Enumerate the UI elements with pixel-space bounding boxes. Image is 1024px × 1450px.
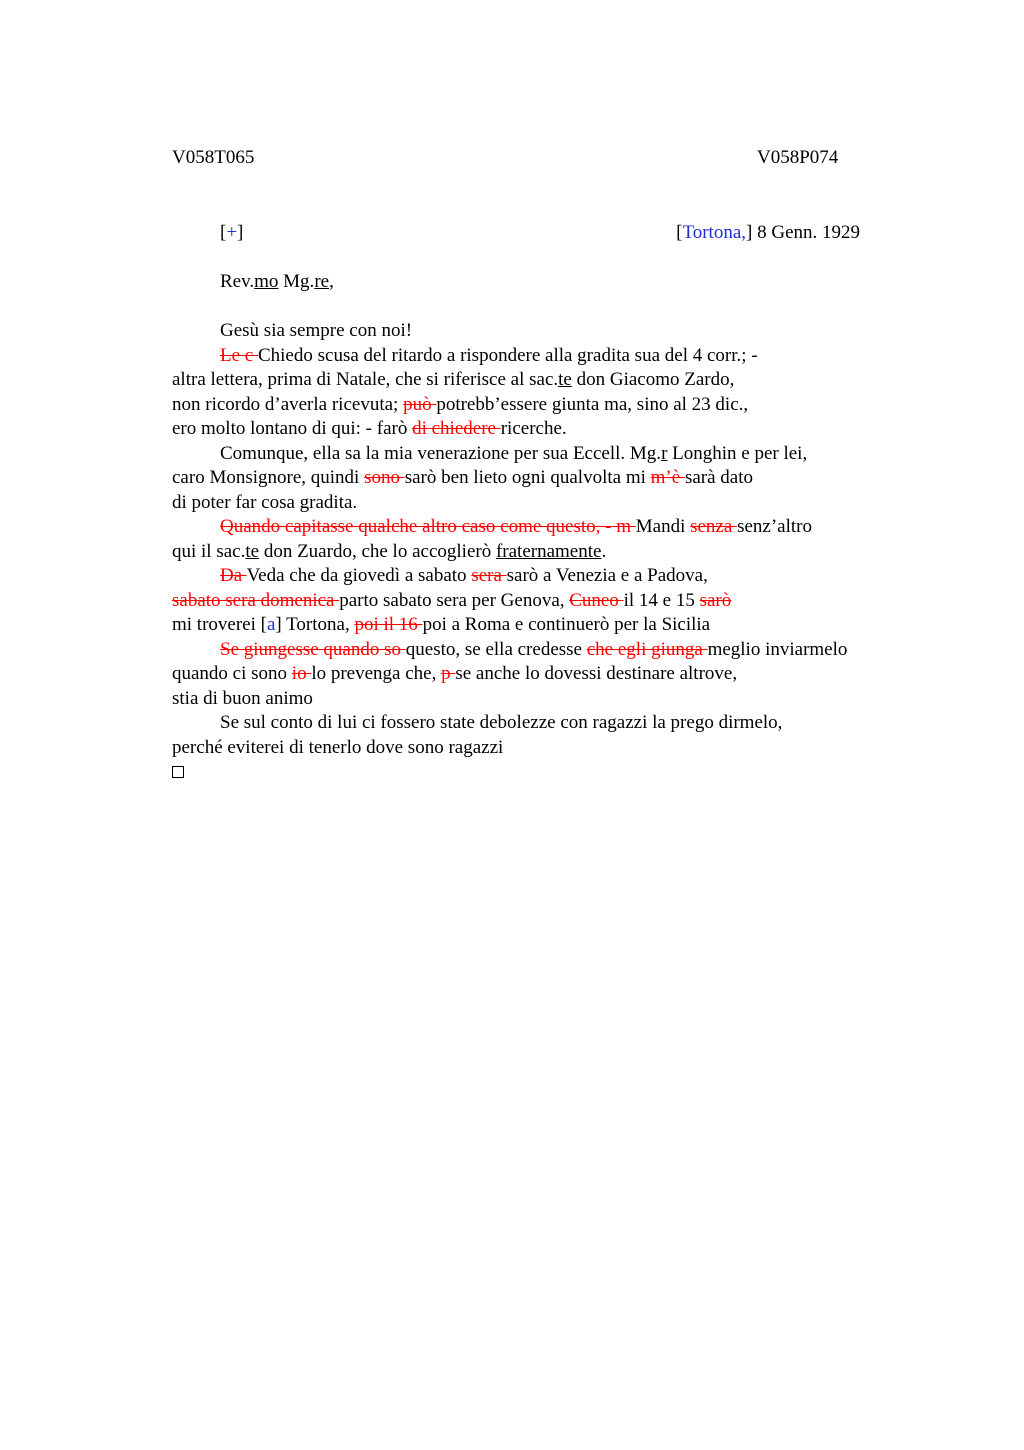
deleted-text: può: [403, 393, 437, 415]
dateline-place: Tortona,: [682, 222, 747, 243]
document-code-left: V058T065: [172, 147, 255, 168]
text-line: caro Monsignore, quindi sono sarò ben lieto ogni qualvolta mi m’è sarà dato: [172, 467, 753, 488]
deleted-text: Se giungesse quando so: [220, 638, 406, 660]
salutation: Rev.mo Mg.re,: [220, 271, 334, 292]
end-marker: [172, 760, 972, 785]
text-line: di poter far cosa gradita.: [172, 491, 358, 513]
deleted-text: Le c: [220, 344, 258, 366]
text-line: qui il sac.te don Zuardo, che lo accoglierò fraternamente.: [172, 540, 607, 562]
text-line: mi troverei [a] Tortona, poi il 16 poi a Roma e continuerò per la Sicilia: [172, 614, 711, 635]
text-line: Comunque, ella sa la mia venerazione per sua Eccell. Mg.r Longhin e per lei,: [220, 442, 808, 464]
text-line: altra lettera, prima di Natale, che si riferisce al sac.te don Giacomo Zardo,: [172, 369, 735, 390]
document-code-right: V058P074: [757, 147, 839, 168]
deleted-text: Cuneo: [569, 589, 624, 611]
text-line: sabato sera domenica parto sabato sera per Genova, Cuneo il 14 e 15 sarò: [172, 589, 732, 611]
deleted-text: sabato sera domenica: [172, 589, 340, 611]
end-box-icon: [172, 766, 184, 778]
text-line: Le c Chiedo scusa del ritardo a rispondere alla gradita sua del 4 corr.; -: [220, 344, 758, 366]
deleted-text: poi il 16: [354, 614, 423, 635]
dateline-date: 8 Genn. 1929: [752, 222, 860, 243]
deleted-text: sarò: [699, 589, 732, 611]
text-line: quando ci sono io lo prevenga che, p se anche lo dovessi destinare altrove,: [172, 663, 738, 684]
deleted-text: di chiedere: [412, 418, 501, 439]
deleted-text: p: [441, 663, 456, 684]
text-line: Gesù sia sempre con noi!: [220, 320, 413, 341]
deleted-text: Da: [220, 565, 247, 586]
deleted-text: sera: [471, 565, 507, 586]
text-line: ero molto lontano di qui: - farò di chiedere ricerche.: [172, 418, 567, 439]
text-line: non ricordo d’averla ricevuta; può potrebb’essere giunta ma, sino al 23 dic.,: [172, 393, 749, 415]
deleted-text: io: [291, 663, 312, 684]
dateline: [Tortona,] 8 Genn. 1929: [676, 222, 860, 243]
text-line: Se giungesse quando so questo, se ella credesse che egli giunga meglio inviarmelo: [220, 638, 848, 660]
deleted-text: Quando capitasse qualche altro caso come questo, - m: [220, 516, 636, 537]
deleted-text: sono: [364, 467, 405, 488]
text-line: perché eviterei di tenerlo dove sono ragazzi: [172, 736, 504, 758]
deleted-text: m’è: [650, 467, 685, 488]
text-line: stia di buon animo: [172, 687, 313, 709]
text-line: Da Veda che da giovedì a sabato sera sarò a Venezia e a Padova,: [220, 565, 708, 586]
deleted-text: che egli giunga: [586, 638, 708, 660]
text-line: Se sul conto di lui ci fossero state debolezze con ragazzi la prego dirmelo,: [220, 712, 783, 733]
text-line: Quando capitasse qualche altro caso come questo, - m Mandi senza senz’altro: [220, 516, 812, 537]
cross-mark: [+]: [220, 222, 244, 243]
deleted-text: senza: [690, 516, 738, 537]
letter-body: [172, 319, 972, 785]
